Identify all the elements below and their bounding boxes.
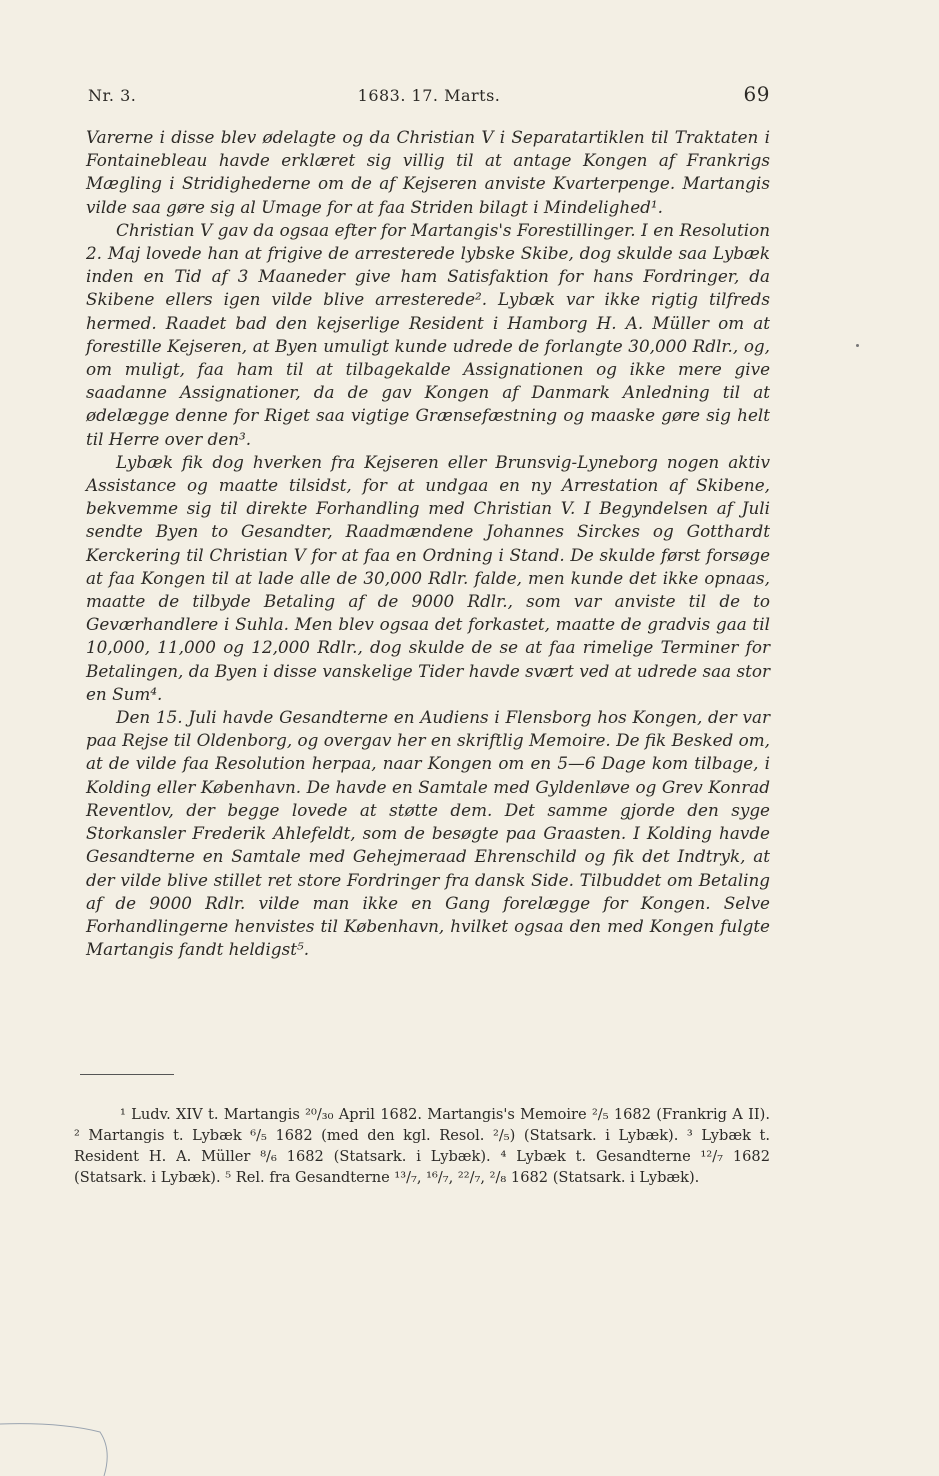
- paragraph-1: Varerne i disse blev ødelagte og da Christian V i Separatartiklen til Traktaten i Fontainebleau havde erklæret sig villig til at antage Kongen af Frankrigs Mægling i Stridighederne om de af Kejseren anviste Kvarterpenge. Martangis vilde saa gøre sig al Umage for at faa Striden bilagt i Mindelighed¹.: [86, 127, 770, 217]
- paragraph-3: Lybæk fik dog hverken fra Kejseren eller Brunsvig-Lyneborg nogen aktiv Assistance og maatte tilsidst, for at undgaa en ny Arrestation af Skibene, bekvemme sig til direkte Forhandling med Christian V. I Begyndelsen af Juli sendte Byen to Gesandter, Raadmændene Johannes Sirckes og Gotthardt Kerckering til Christian V for at faa en Ordning i Stand. De skulde først forsøge at faa Kongen til at lade alle de 30,000 Rdlr. falde, men kunde det ikke opnaas, maatte de tilbyde Betaling af de 9000 Rdlr., som var anviste til de to Geværhandlere i Suhla. Men blev ogsaa det forkastet, maatte de gradvis gaa til 10,000, 11,000 og 12,000 Rdlr., dog skulde de se at faa rimelige Terminer for Betalingen, da Byen i disse vanskelige Tider havde svært ved at udrede saa stor en Sum⁴.: [86, 451, 770, 704]
- paragraph-4: Den 15. Juli havde Gesandterne en Audiens i Flensborg hos Kongen, der var paa Rejse til Oldenborg, og overgav her en skriftlig Memoire. De fik Besked om, at de vilde faa Resolution herpaa, naar Kongen om en 5—6 Dage kom tilbage, i Kolding eller København. De havde en Samtale med Gyldenløve og Grev Konrad Reventlov, der begge lovede at støtte dem. Det samme gjorde den syge Storkansler Frederik Ahlefeldt, som de besøgte paa Graasten. I Kolding havde Gesandterne en Samtale med Gehejmeraad Ehrenschild og fik det Indtryk, at der vilde blive stillet ret store Fordringer fra dansk Side. Tilbuddet om Betaling af de 9000 Rdlr. vilde man ikke en Gang forelægge for Kongen. Selve Forhandlingerne henvistes til København, hvilket ogsaa den med Kongen fulgte Martangis fandt heldigst⁵.: [86, 707, 770, 960]
- header-date: 1683. 17. Marts.: [357, 86, 501, 105]
- running-header: [88, 82, 770, 112]
- paragraph-2: Christian V gav da ogsaa efter for Martangis's Forestillinger. I en Resolution 2. Maj lovede han at frigive de arresterede lybske Skibe, dog skulde saa Lybæk inden en Tid af 3 Maaneder give ham Satisfaktion for hans Fordringer, da Skibene ellers igen vilde blive arresterede². Lybæk var ikke rigtig tilfreds hermed. Raadet bad den kejserlige Resident i Hamborg H. A. Müller om at forestille Kejseren, at Byen umuligt kunde udrede de forlangte 30,000 Rdlr., og, om muligt, faa ham til at tilbagekalde Assignationen og ikke mere give saadanne Assignationer, da de gav Kongen af Danmark Anledning til at ødelægge denne for Riget saa vigtige Grænsefæstning og maaske gøre sig helt til Herre over den³.: [86, 219, 770, 449]
- page-number: 69: [743, 82, 770, 106]
- footnote-divider: [80, 1074, 174, 1075]
- issue-number: Nr. 3.: [88, 86, 137, 105]
- footnotes: ¹ Ludv. XIV t. Martangis ²⁰/₃₀ April 1682. Martangis's Memoire ²/₅ 1682 (Frankrig A II). ² Martangis t. Lybæk ⁶/₅ 1682 (med den kgl. Resol. ²/₅) (Statsark. i Lybæk). ³ Lybæk t. Resident H. A. Müller ⁸/₆ 1682 (Statsark. i Lybæk). ⁴ Lybæk t. Gesandterne ¹²/₇ 1682 (Statsark. i Lybæk). ⁵ Rel. fra Gesandterne ¹³/₇, ¹⁶/₇, ²²/₇, ²/₈ 1682 (Statsark. i Lybæk).: [74, 1106, 770, 1186]
- margin-dot: [856, 344, 859, 347]
- main-text: [86, 126, 770, 961]
- page-edge-curl: [0, 1420, 120, 1476]
